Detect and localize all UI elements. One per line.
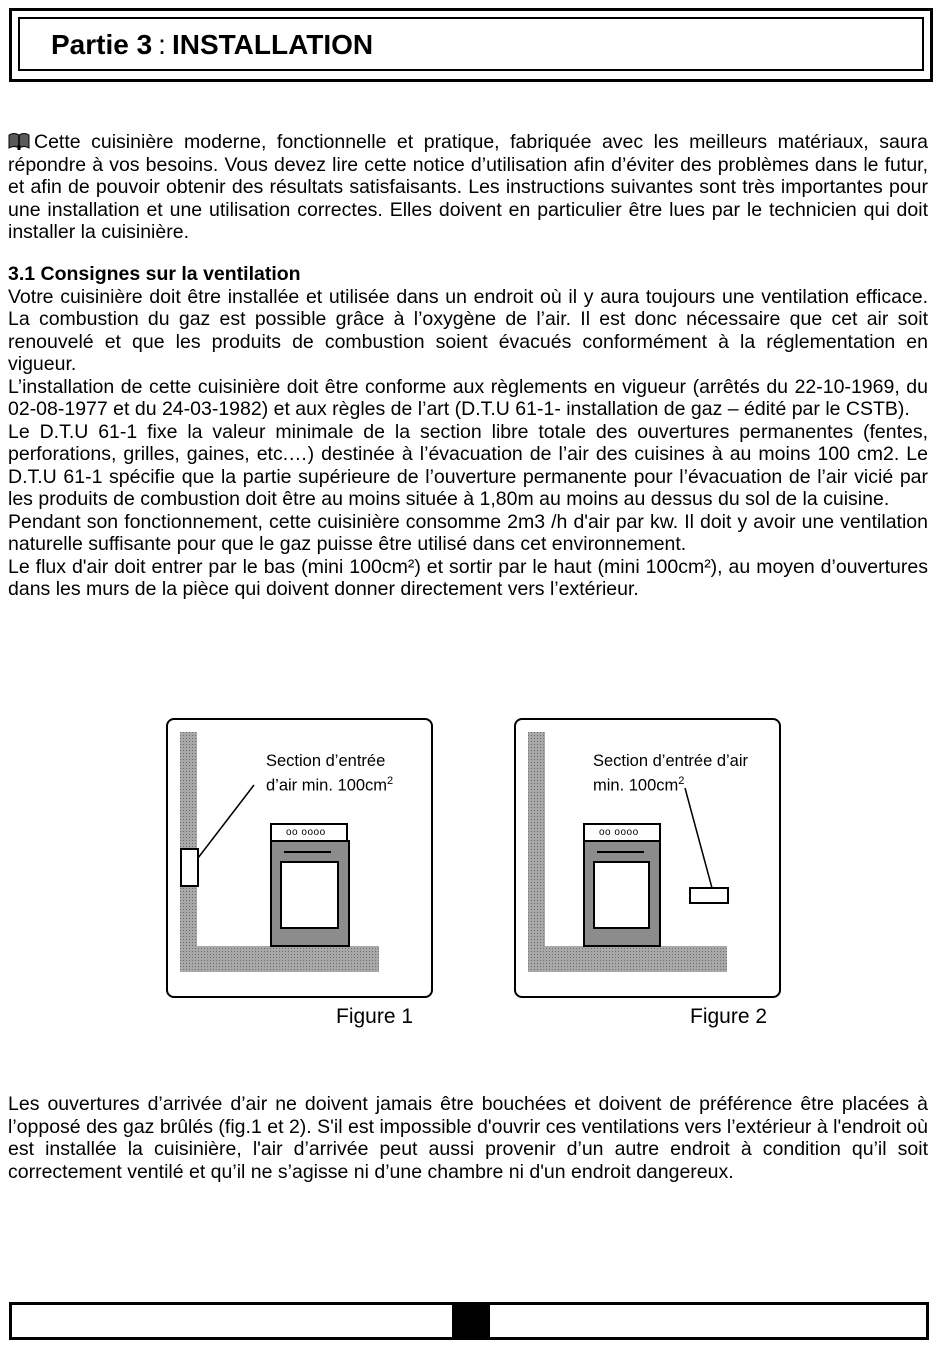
intro-paragraph <box>8 131 928 244</box>
label-line-1: Section d’entrée <box>266 752 386 770</box>
pointer-line <box>198 785 254 858</box>
floor <box>180 946 379 972</box>
stove <box>584 824 660 946</box>
floor <box>528 946 727 972</box>
figure-1-caption: Figure 1 <box>336 1005 414 1028</box>
figure-2-diagram <box>514 718 781 998</box>
figure-1-label <box>266 751 393 796</box>
label-line-2: d’air min. $100cm^2$ <box>266 775 394 795</box>
stove <box>271 824 349 946</box>
ventilation-paragraph: L’installation de cette cuisinière doit être conforme aux règlements en vigueur (arrêtés du 22-10-1969, du 02-08-1977 et du 24-03-1982) et aux règles de l’art (D.T.U 61-1- installation de gaz – édité par le CSTB). <box>8 375 928 420</box>
pointer-line <box>685 788 712 888</box>
figure-1-diagram <box>166 718 433 998</box>
section-heading: 3.1 Consignes sur la ventilation <box>8 263 301 285</box>
closing-paragraph: Les ouvertures d’arrivée d’air ne doivent jamais être bouchées et doivent de préférence être placées à l’opposé des gaz brûlés (fig.1 et 2). S'il est impossible d'ouvrir ces ventilations vers l’extérieur à l'endroit où est installée la cuisinière, l'air d’arrivée peut aussi provenir d’un autre endroit à condition qu’il soit correctement ventilé et qu’il ne s’agisse ni d’une chambre ni d'un endroit dangereux. <box>8 1093 928 1183</box>
ventilation-paragraph: Votre cuisinière doit être installée et utilisée dans un endroit où il y aura toujours une ventilation efficace. La combustion du gaz est possible grâce à l’oxygène de l’air. Il est donc nécessaire que cet air soit renouvelé et que les produits de combustion soient évacués conformément à la réglementation en vigueur. <box>8 285 928 375</box>
air-inlet-vent <box>690 888 728 903</box>
title-separator: : <box>158 29 166 60</box>
ventilation-section <box>8 263 928 601</box>
figure-2-label <box>593 751 748 796</box>
label-line-2: min. $100cm^2$ <box>593 775 685 795</box>
ventilation-paragraph: Le flux d'air doit entrer par le bas (mini 100cm²) et sortir par le haut (mini 100cm²), au moyen d’ouvertures dans les murs de la pièce qui doivent donner directement vers l’extérieur. <box>8 555 928 600</box>
air-inlet-vent <box>181 849 198 886</box>
part-number: Partie 3 <box>51 29 153 60</box>
page-title <box>51 23 373 67</box>
section-header-inner <box>18 17 924 71</box>
stove-knobs: oo oooo <box>599 827 639 838</box>
section-header <box>9 8 933 82</box>
ventilation-paragraph: Le D.T.U 61-1 fixe la valeur minimale de la section libre totale des ouvertures permanentes (fentes, perforations, grilles, gaines, etc.…) destinée à l’évacuation de l’air des cuisines à au moins 100 cm2. Le D.T.U 61-1 spécifie que la partie supérieure de l’ouverture permanente pour l’évacuation de l’air vicié par les produits de combustion doit être au moins située à 1,80m au moins au dessus du sol de la cuisine. <box>8 420 928 510</box>
ventilation-paragraph: Pendant son fonctionnement, cette cuisinière consomme 2m3 /h d'air par kw. Il doit y avoir une ventilation naturelle suffisante pour que le gaz puisse être utilisé dans cet environnement. <box>8 510 928 555</box>
intro-text: Cette cuisinière moderne, fonctionnelle et pratique, fabriquée avec les meilleurs matériaux, saura répondre à vos besoins. Vous devez lire cette notice d’utilisation afin d’éviter des problèmes dans le futur, et afin de pouvoir obtenir des résultats satisfaisants. Les instructions suivantes sont très importantes pour une installation et une utilisation correctes. Elles doivent en particulier être lues par le technicien qui doit installer la cuisinière. <box>8 131 928 243</box>
stove-knobs: oo oooo <box>286 827 326 838</box>
wall <box>528 732 545 972</box>
figure-2-caption: Figure 2 <box>690 1005 768 1028</box>
title-text: INSTALLATION <box>171 29 374 60</box>
label-line-1: Section d’entrée d’air <box>593 752 749 770</box>
book-icon <box>8 131 30 150</box>
page-footer <box>9 1302 929 1340</box>
page-number-block <box>452 1302 490 1340</box>
